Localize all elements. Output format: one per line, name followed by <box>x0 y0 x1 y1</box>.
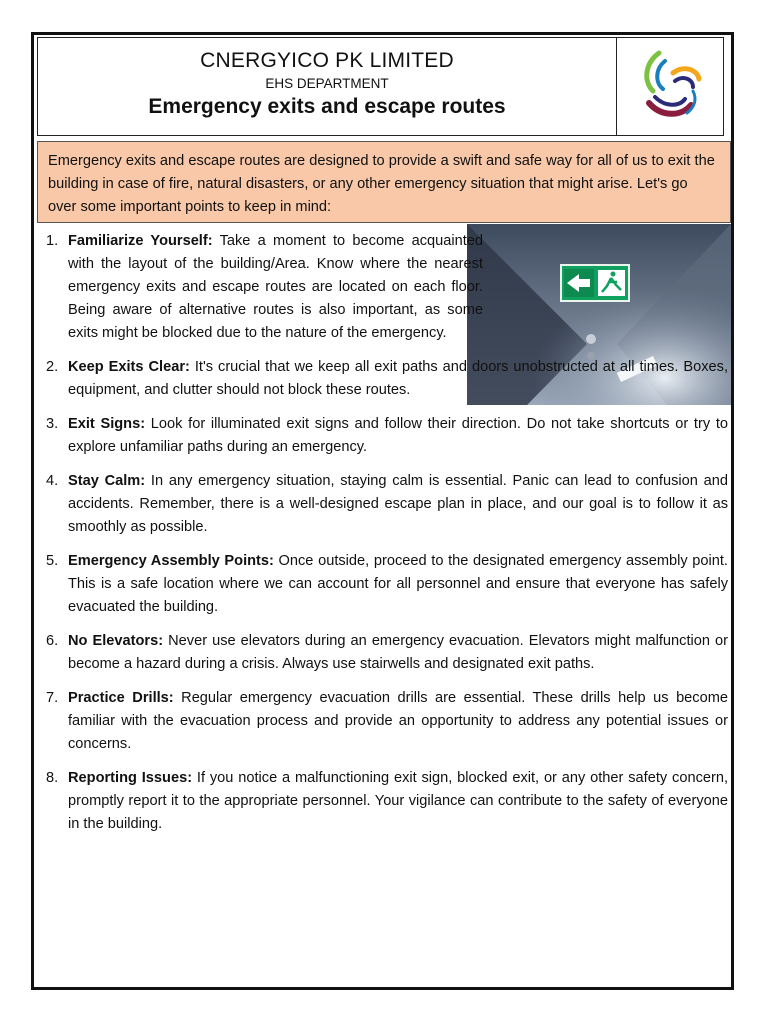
item-number: 4. <box>46 473 59 489</box>
item-title: Stay Calm: <box>68 473 146 489</box>
item-title: Emergency Assembly Points: <box>68 553 274 569</box>
logo-cell <box>617 38 723 135</box>
item-text: In any emergency situation, staying calm is essential. Panic can lead to confusion and accidents. Remember, there is a well-designed escape plan in place, and our goal is to follow it as smoothly as possible. <box>68 473 728 535</box>
document-header <box>37 37 724 136</box>
item-text: Take a moment to become acquainted with the layout of the building/Area. Know where the nearest emergency exits and escape routes are located on each floor. Being aware of alternative routes is also important, as some exits might be blocked due to the nature of the emergency. <box>68 233 483 341</box>
item-text: Regular emergency evacuation drills are essential. These drills help us become familiar with the evacuation process and provide an opportunity to address any potential issues or concerns. <box>68 690 728 752</box>
list-item <box>40 767 728 836</box>
intro-box: Emergency exits and escape routes are designed to provide a swift and safe way for all of us to exit the building in case of fire, natural disasters, or any other emergency situation that might arise. Let's go over some important points to keep in mind: <box>37 141 731 223</box>
item-number: 2. <box>46 359 59 375</box>
item-title: Keep Exits Clear: <box>68 359 190 375</box>
company-name: CNERGYICO PK LIMITED <box>200 49 454 72</box>
list-item <box>40 687 728 756</box>
list-item <box>40 550 728 619</box>
item-number: 6. <box>46 633 59 649</box>
item-number: 1. <box>46 233 59 249</box>
item-text: If you notice a malfunctioning exit sign, blocked exit, or any other safety concern, promptly report it to the appropriate personnel. Your vigilance can contribute to the safety of everyone in the building. <box>68 770 729 832</box>
list-item <box>40 356 728 402</box>
cnergyico-logo-icon <box>635 47 705 127</box>
item-title: Exit Signs: <box>68 416 146 432</box>
item-number: 5. <box>46 553 59 569</box>
list-item <box>40 470 728 539</box>
item-title: Familiarize Yourself: <box>68 233 213 249</box>
list-item <box>40 230 483 345</box>
item-text: It's crucial that we keep all exit paths and doors unobstructed at all times. Boxes, equipment, and clutter should not block these routes. <box>68 359 728 398</box>
item-title: Reporting Issues: <box>68 770 193 786</box>
item-title: No Elevators: <box>68 633 164 649</box>
header-text-cell <box>38 38 617 135</box>
item-number: 8. <box>46 770 59 786</box>
item-number: 3. <box>46 416 59 432</box>
guidelines-list <box>40 230 728 836</box>
list-item <box>40 630 728 676</box>
item-title: Practice Drills: <box>68 690 174 706</box>
department-name: EHS DEPARTMENT <box>265 76 389 91</box>
item-text: Look for illuminated exit signs and follow their direction. Do not take shortcuts or try to explore unfamiliar paths during an emergency. <box>68 416 728 455</box>
item-text: Once outside, proceed to the designated emergency assembly point. This is a safe location where we can account for all personnel and ensure that everyone has safely evacuated the building. <box>68 553 728 615</box>
item-number: 7. <box>46 690 59 706</box>
document-title: Emergency exits and escape routes <box>148 95 506 118</box>
item-text: Never use elevators during an emergency evacuation. Elevators might malfunction or become a hazard during a crisis. Always use stairwells and designated exit paths. <box>68 633 729 672</box>
list-item <box>40 413 728 459</box>
